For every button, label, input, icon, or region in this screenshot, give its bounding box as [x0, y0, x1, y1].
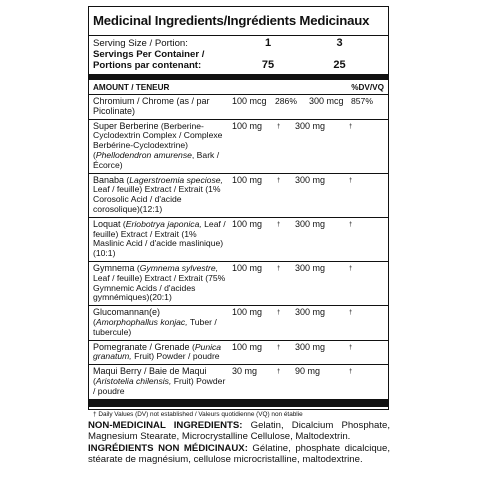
ingredient-dv-1: † [277, 123, 281, 130]
ingredient-name-lead: Gymnema [93, 262, 135, 273]
amount-header-row [89, 80, 388, 95]
non-medicinal-label-en: NON-MEDICINAL INGREDIENTS: [88, 420, 243, 431]
ingredient-name-lead: Loquat [93, 218, 121, 229]
ingredient-dv-2: 857% [351, 96, 373, 106]
ingredient-name-tail: Leaf / feuille) Extract / Extrait (1% Maslinic Acid / d'acide maslinique)(10:1) [93, 218, 226, 259]
ingredient-name-rest: (Berberine-Cyclodextrin Complex / Complexe Berbérine-Cyclodextrine) ( [93, 120, 223, 160]
ingredient-dv-1: † [277, 369, 281, 376]
ingredient-name-rest: ( [189, 341, 195, 352]
ingredient-row [89, 306, 388, 340]
serving-size-value-2: 3 [336, 37, 343, 49]
ingredient-name-lead: Chromium / Chrome (as / par Picolinate) [93, 96, 210, 116]
ingredient-latin-name: Punica granatum, [93, 341, 222, 362]
dv-header: %DV/VQ [351, 83, 384, 92]
ingredient-amount-1: 100 mg [232, 262, 263, 273]
ingredient-amount-2: 300 mg [295, 307, 326, 318]
non-medicinal-ingredients [88, 420, 390, 466]
ingredient-latin-name: Lagerstroemia speciose, [129, 174, 223, 185]
ingredient-name-lead: Super Berberine [93, 120, 159, 131]
ingredient-name [93, 343, 228, 363]
ingredient-row [89, 262, 388, 306]
ingredient-amount-2: 300 mg [295, 262, 326, 273]
ingredient-dv-1: † [277, 177, 281, 184]
ingredient-name-lead: Pomegranate / Grenade [93, 341, 190, 352]
servings-per-container-label-fr: Portions par contenant: [93, 60, 202, 71]
ingredient-name-rest: ( [120, 218, 126, 229]
ingredient-row [89, 120, 388, 174]
servings-per-container-value-1: 75 [261, 59, 275, 71]
daily-value-footnote: † Daily Values (DV) not established / Valeurs quotidienne (VQ) non établie [93, 410, 303, 418]
ingredient-amount-2: 300 mg [295, 218, 326, 229]
ingredient-row [89, 218, 388, 262]
ingredient-amount-2: 90 mg [295, 366, 321, 377]
ingredient-amount-2: 300 mg [295, 341, 326, 352]
ingredient-name-rest: ( [124, 174, 130, 185]
ingredient-latin-name: Gymnema sylvestre, [139, 262, 219, 273]
serving-size-value-1: 1 [264, 37, 272, 49]
ingredient-amount-1: 100 mg [232, 120, 263, 131]
ingredient-row [89, 365, 388, 398]
ingredient-row [89, 341, 388, 366]
ingredient-name-tail: , Bark / Écorce) [93, 149, 220, 170]
non-medicinal-text-fr: Gélatine, phosphate dicalcique, stéarate de magnésium, cellulose microcristalline, maltodextrine. [88, 442, 390, 466]
ingredient-name-lead: Banaba [93, 174, 125, 185]
ingredient-dv-2: † [349, 177, 353, 184]
ingredient-name [93, 220, 228, 259]
ingredient-amount-1: 100 mg [232, 341, 263, 352]
ingredient-dv-2: † [349, 310, 353, 317]
ingredient-dv-1: 286% [275, 96, 297, 106]
ingredient-name-tail: Fruit) Powder / poudre [93, 375, 226, 396]
ingredient-dv-2: † [349, 123, 353, 130]
ingredient-name [93, 122, 228, 171]
ingredient-name [93, 308, 228, 337]
non-medicinal-text-en: Gelatin, Dicalcium Phosphate, Magnesium Stearate, Microcrystalline Cellulose, Maltodextrin. [88, 420, 390, 443]
ingredient-amount-2: 300 mg [295, 120, 326, 131]
ingredient-dv-1: † [277, 344, 281, 351]
ingredient-name [93, 97, 228, 117]
ingredient-name-tail: Tuber / tubercule) [93, 316, 217, 337]
ingredient-row [89, 95, 388, 120]
servings-per-container-value-2: 25 [333, 59, 346, 71]
non-medicinal-label-fr: INGRÉDIENTS NON MÉDICINAUX: [88, 442, 248, 454]
ingredient-name [93, 264, 228, 303]
medicinal-ingredients-panel [88, 6, 389, 418]
bottom-divider [89, 399, 388, 407]
ingredient-latin-name: Aristotelia chilensis, [95, 375, 172, 386]
ingredient-amount-1: 100 mg [232, 307, 263, 318]
ingredient-dv-2: † [349, 344, 353, 351]
ingredient-name-tail: Leaf / feuille) Extract / Extrait (75% Gymnemic Acids / d'acides gymnémiques)(20:1) [93, 272, 226, 303]
ingredient-rows [93, 95, 384, 399]
ingredient-name [93, 176, 228, 215]
panel-title: Medicinal Ingredients/Ingrédients Medicinaux [93, 13, 370, 28]
ingredient-dv-1: † [277, 310, 281, 317]
ingredient-name-tail: Fruit) Powder / poudre [131, 351, 220, 362]
ingredient-amount-1: 30 mg [232, 366, 258, 377]
ingredient-name-rest: ( [93, 316, 96, 327]
ingredient-name-tail: Leaf / feuille) Extract / Extrait (1% Corosolic Acid / d'acide corosolique)(12:1) [93, 184, 221, 214]
ingredient-amount-1: 100 mg [232, 174, 263, 185]
ingredient-row [89, 174, 388, 218]
serving-size-label: Serving Size / Portion: [93, 38, 188, 49]
ingredient-dv-1: † [277, 221, 281, 228]
ingredient-dv-2: † [349, 369, 353, 376]
ingredient-latin-name: Eriobotrya japonica, [125, 218, 202, 229]
ingredient-latin-name: Amorphophallus konjac, [95, 316, 188, 327]
ingredient-amount-2: 300 mcg [309, 96, 344, 106]
servings-per-container-label: Servings Per Container / [93, 49, 205, 60]
ingredient-name-rest: ( [134, 262, 140, 273]
ingredient-latin-name: Phellodendron amurense [95, 149, 192, 160]
serving-info [93, 36, 384, 71]
ingredient-dv-2: † [349, 221, 353, 228]
ingredient-name-rest: ( [93, 375, 96, 386]
ingredient-name-lead: Glucomannan(e) [93, 307, 161, 318]
amount-header: AMOUNT / TENEUR [93, 83, 170, 92]
ingredient-dv-1: † [277, 265, 281, 272]
ingredient-amount-1: 100 mg [232, 218, 263, 229]
ingredient-name [93, 367, 228, 396]
ingredient-name-lead: Maqui Berry / Baie de Maqui [93, 366, 207, 377]
ingredient-amount-2: 300 mg [295, 174, 326, 185]
ingredient-amount-1: 100 mcg [232, 96, 267, 106]
ingredient-dv-2: † [349, 265, 353, 272]
